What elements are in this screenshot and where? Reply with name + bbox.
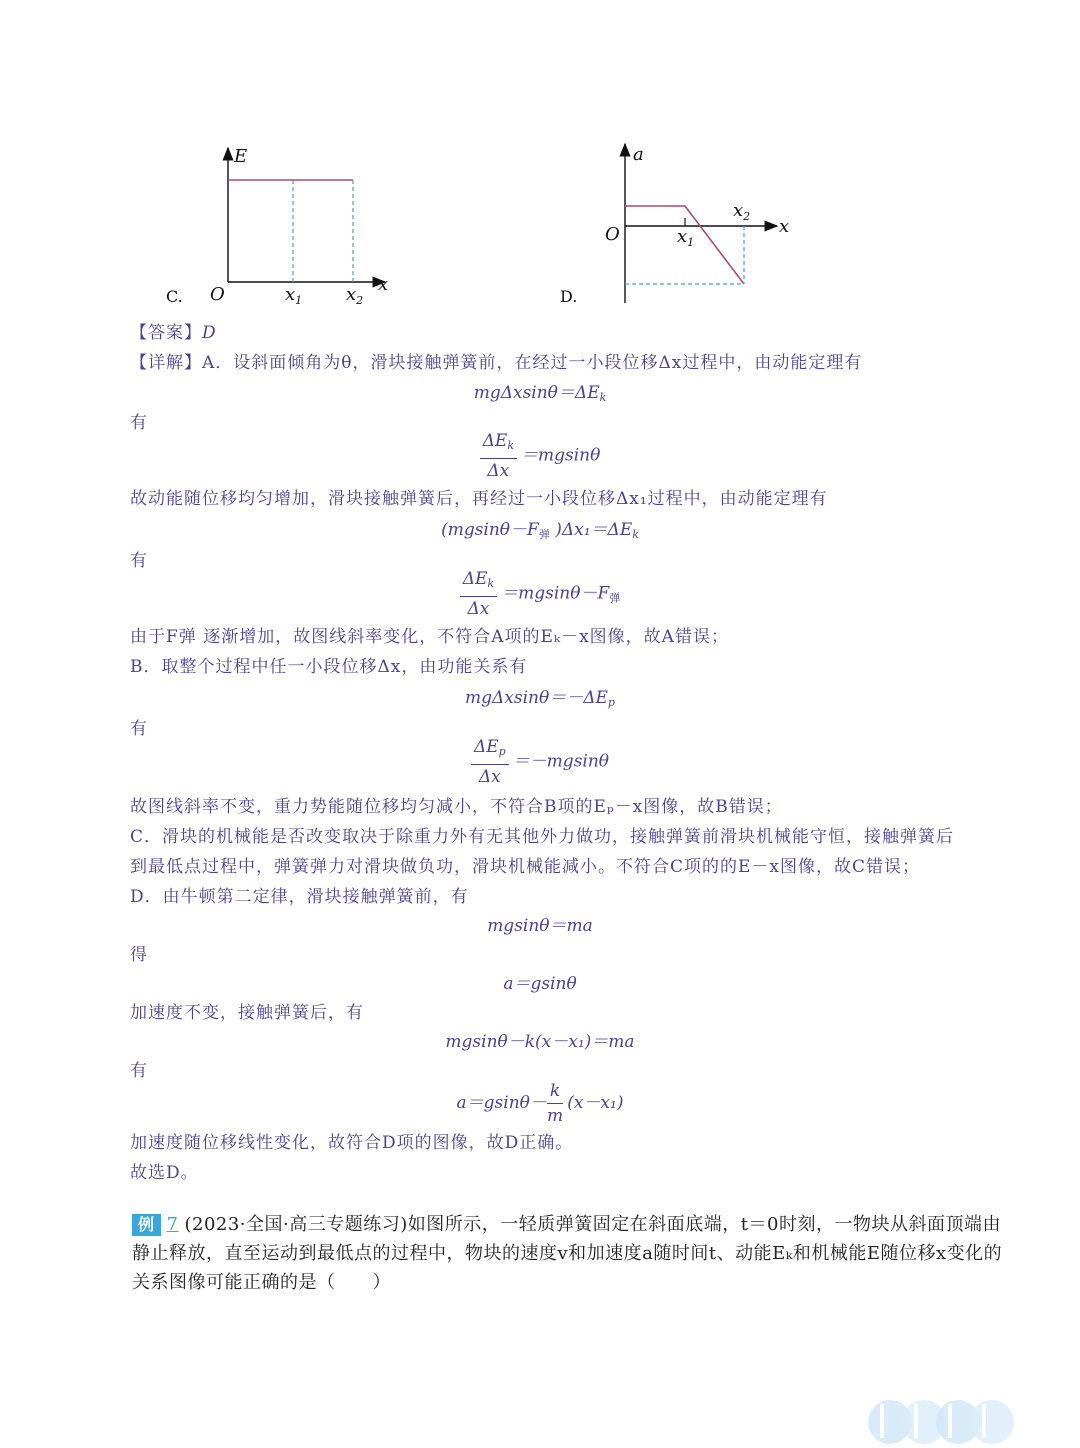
- d-x2-sub: 2: [743, 210, 751, 223]
- c-x1-sub: 1: [295, 294, 303, 307]
- equation-9: mgsinθ－k(x－x₁)＝ma: [445, 1032, 635, 1052]
- fraction-6: $\frac{\Delta E_p}{\Delta x}$: [471, 736, 509, 788]
- text-de: 得: [130, 945, 148, 965]
- text-after-eq10: 加速度随位移线性变化，故符合D项的图像，故D正确。: [130, 1133, 574, 1153]
- equation-10: a＝gsinθ－ $\frac{k}{m}$ (x－x₁): [456, 1081, 624, 1126]
- question-number: 7: [166, 1214, 179, 1235]
- c-origin-label: O: [210, 284, 225, 305]
- detail-c-line-2: 到最低点过程中，弹簧弹力对滑块做负功，滑块机械能减小。不符合C项的的E－x图像，故C错误；: [130, 857, 921, 877]
- svg-text:x1: [677, 226, 694, 249]
- detail-a-intro: [130, 348, 862, 373]
- question-source: (2023·全国·高三专题练习): [184, 1214, 408, 1235]
- equation-5: $mg\Delta xsin\theta=-\Delta E_p$: [465, 688, 615, 709]
- detail-c-line-1: C．滑块的机械能是否改变取决于除重力外有无其他外力做功，接触弹簧前滑块机械能守恒，接触弹簧后: [130, 827, 955, 847]
- watermark-logo: [862, 1394, 1032, 1446]
- c-x-axis-label: x: [378, 274, 389, 295]
- c-y-axis-label: E: [234, 146, 248, 167]
- chart-d: [555, 140, 805, 315]
- equation-6: $\frac{\Delta E_p}{\Delta x}$ ＝－mgsinθ: [0, 736, 1080, 788]
- text-you-3: 有: [130, 719, 148, 739]
- text-you-2: 有: [130, 551, 148, 571]
- d-x1-label: x: [677, 226, 688, 247]
- text-you-4: 有: [130, 1061, 148, 1081]
- answer-value: D: [202, 323, 217, 343]
- svg-text:x2: [733, 200, 750, 223]
- text-after-eq6: 故图线斜率不变，重力势能随位移均匀减小，不符合B项的Eₚ－x图像，故B错误；: [130, 797, 783, 817]
- chart-c: [150, 140, 410, 315]
- question-badge: 例: [132, 1214, 161, 1236]
- d-option-label: D.: [560, 287, 578, 306]
- svg-text:x1: [285, 284, 302, 307]
- equation-4: $\frac{\Delta E_k}{\Delta x}$ $=mgsin\theta-F_弹$: [0, 568, 1080, 620]
- detail-a-text: A．设斜面倾角为θ，滑块接触弹簧前，在经过一小段位移Δx过程中，由动能定理有: [202, 353, 863, 373]
- equation-1: $mg\Delta xsin\theta=\Delta E_k$: [473, 383, 607, 404]
- question-text: 如图所示，一轻质弹簧固定在斜面底端，t＝0时刻，一物块从斜面顶端由静止释放，直至运动到最低点的过程中，物块的速度v和加速度a随时间t、动能Eₖ和机械能E随位移x变化的关系图像可能正确的是（ ）: [132, 1214, 1003, 1293]
- d-x1-sub: 1: [687, 236, 695, 249]
- conclusion: 故选D。: [130, 1163, 199, 1183]
- d-x2-label: x: [733, 200, 744, 221]
- equation-8: a＝gsinθ: [503, 974, 577, 994]
- c-x1-label: x: [285, 284, 296, 305]
- detail-d-intro: D．由牛顿第二定律，滑块接触弹簧前，有: [130, 887, 469, 907]
- svg-text:x2: [346, 284, 363, 307]
- text-after-eq2: 故动能随位移均匀增加，滑块接触弹簧后，再经过一小段位移Δx₁过程中，由动能定理有: [130, 489, 828, 509]
- equation-7: mgsinθ＝ma: [487, 916, 593, 936]
- fraction-4: $\frac{\Delta E_k}{\Delta x}$: [460, 568, 497, 620]
- text-you-1: 有: [130, 413, 148, 433]
- fraction-2: $\frac{\Delta E_k}{\Delta x}$: [480, 430, 517, 482]
- detail-b-intro: B．取整个过程中任一小段位移Δx，由功能关系有: [130, 657, 528, 677]
- c-x2-sub: 2: [356, 294, 364, 307]
- d-origin-label: O: [605, 224, 620, 245]
- c-option-label: C.: [166, 287, 183, 306]
- d-y-axis-label: a: [633, 144, 644, 165]
- answer-label: 【答案】: [130, 323, 202, 343]
- detail-label: 【详解】: [130, 353, 202, 373]
- question-block: [132, 1210, 1012, 1297]
- equation-3: ($mgsin\theta-F_弹$ )$\Delta x_1=\Delta E_k$: [441, 520, 639, 541]
- fraction-10: $\frac{k}{m}$: [546, 1081, 564, 1126]
- d-x-axis-label: x: [779, 216, 790, 237]
- equation-2: $\frac{\Delta E_k}{\Delta x}$ ＝mgsinθ: [0, 430, 1080, 482]
- text-after-eq8: 加速度不变，接触弹簧后，有: [130, 1003, 364, 1023]
- c-x2-label: x: [346, 284, 357, 305]
- answer-line: [130, 318, 217, 343]
- text-after-eq4: 由于F弹 逐渐增加，故图线斜率变化，不符合A项的Eₖ－x图像，故A错误；: [130, 627, 729, 647]
